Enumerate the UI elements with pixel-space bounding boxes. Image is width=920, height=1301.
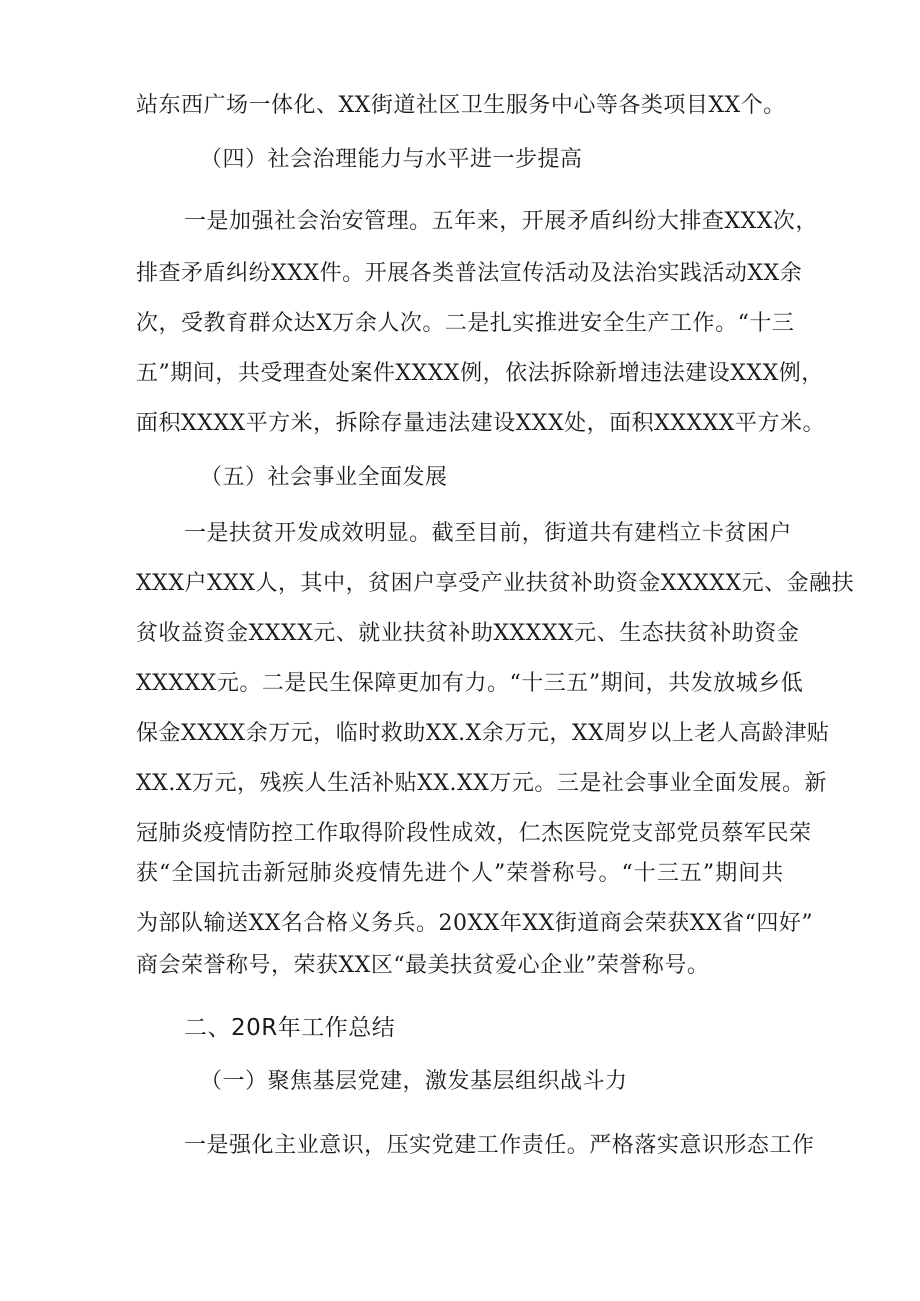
text-line-20: （一）聚焦基层党建，激发基层组织战斗力 — [200, 1069, 628, 1094]
text-line-3: 一 是 加 强 社 会 治 安 管 理 。 五 年 来 ， 开 展 矛 盾 纠 纷 大 排 查 XXX 次 ， — [184, 209, 818, 234]
text-line-21: 一 是 强 化 主 业 意 识 ， 压 实 党 建 工 作 责 任 。 严 格 落 实 意 识 形 态 工 作 — [184, 1133, 815, 1158]
text-line-18: 商会荣誉称号，荣获XX区“最美扶贫爱心企业”荣誉称号。 — [136, 953, 710, 978]
text-line-8: （五）社会事业全面发展 — [200, 465, 448, 490]
text-line-14: XX.X 万 元 ， 残 疾 人 生 活 补 贴 XX.XX 万 元 。 三 是 社 会 事 业 全 面 发 展 。 新 — [136, 771, 828, 796]
text-line-15: 冠 肺 炎 疫 情 防 控 工 作 取 得 阶 段 性 成 效 ， 仁 杰 医 院 党 支 部 党 员 蔡 军 民 荣 — [136, 821, 812, 846]
text-line-12: XXXXX 元 。 二 是 民 生 保 障 更 加 有 力 。 “ 十 三 五 ” 期 间 ， 共 发 放 城 乡 低 — [136, 671, 804, 696]
text-line-10: XXX 户 XXX 人 ， 其 中 ， 贫 困 户 享 受 产 业 扶 贫 补 助 资 金 XXXXX 元 、 金 融 扶 — [136, 571, 855, 596]
text-line-7: 面积XXXX平方米，拆除存量违法建设XXX处，面积XXXXX平方米。 — [136, 411, 825, 436]
text-line-11: 贫 收 益 资 金 XXXX 元 、 就 业 扶 贫 补 助 XXXXX 元 、 生 态 扶 贫 补 助 资 金 — [136, 621, 800, 646]
text-line-9: 一 是 扶 贫 开 发 成 效 明 显 。 截 至 目 前 ， 街 道 共 有 建 档 立 卡 贫 困 户 — [184, 521, 792, 546]
text-line-13: 保 金 XXXX 余 万 元 ， 临 时 救 助 XX.X 余 万 元 ， XX 周 岁 以 上 老 人 高 龄 津 贴 — [136, 721, 830, 746]
text-line-16: 获 “ 全 国 抗 击 新 冠 肺 炎 疫 情 先 进 个 人 ” 荣 誉 称 号 。 “ 十 三 五 ” 期 间 共 — [136, 861, 784, 886]
text-line-6: 五 ” 期 间 ， 共 受 理 查 处 案 件 XXXX 例 ， 依 法 拆 除 新 增 违 法 建 设 XXX 例 ， — [136, 361, 824, 386]
text-line-4: 排 查 矛 盾 纠 纷 XXX 件 。 开 展 各 类 普 法 宣 传 活 动 及 法 治 实 践 活 动 XX 余 — [136, 261, 803, 286]
text-line-5: 次 ， 受 教 育 群 众 达 X 万 余 人 次 。 二 是 扎 实 推 进 安 全 生 产 工 作 。 “ 十 三 — [136, 311, 795, 336]
text-line-2: （四）社会治理能力与水平进一步提高 — [200, 147, 583, 172]
text-line-1: 站东西广场一体化、XX街道社区卫生服务中心等各类项目XX个。 — [136, 93, 786, 118]
text-line-17: 为 部 队 输 送 XX 名 合 格 义 务 兵 。 20XX 年 XX 街 道 商 会 荣 获 XX 省 “ 四 好 ” — [136, 911, 814, 936]
text-line-19: 二、20R年工作总结 — [184, 1015, 396, 1041]
